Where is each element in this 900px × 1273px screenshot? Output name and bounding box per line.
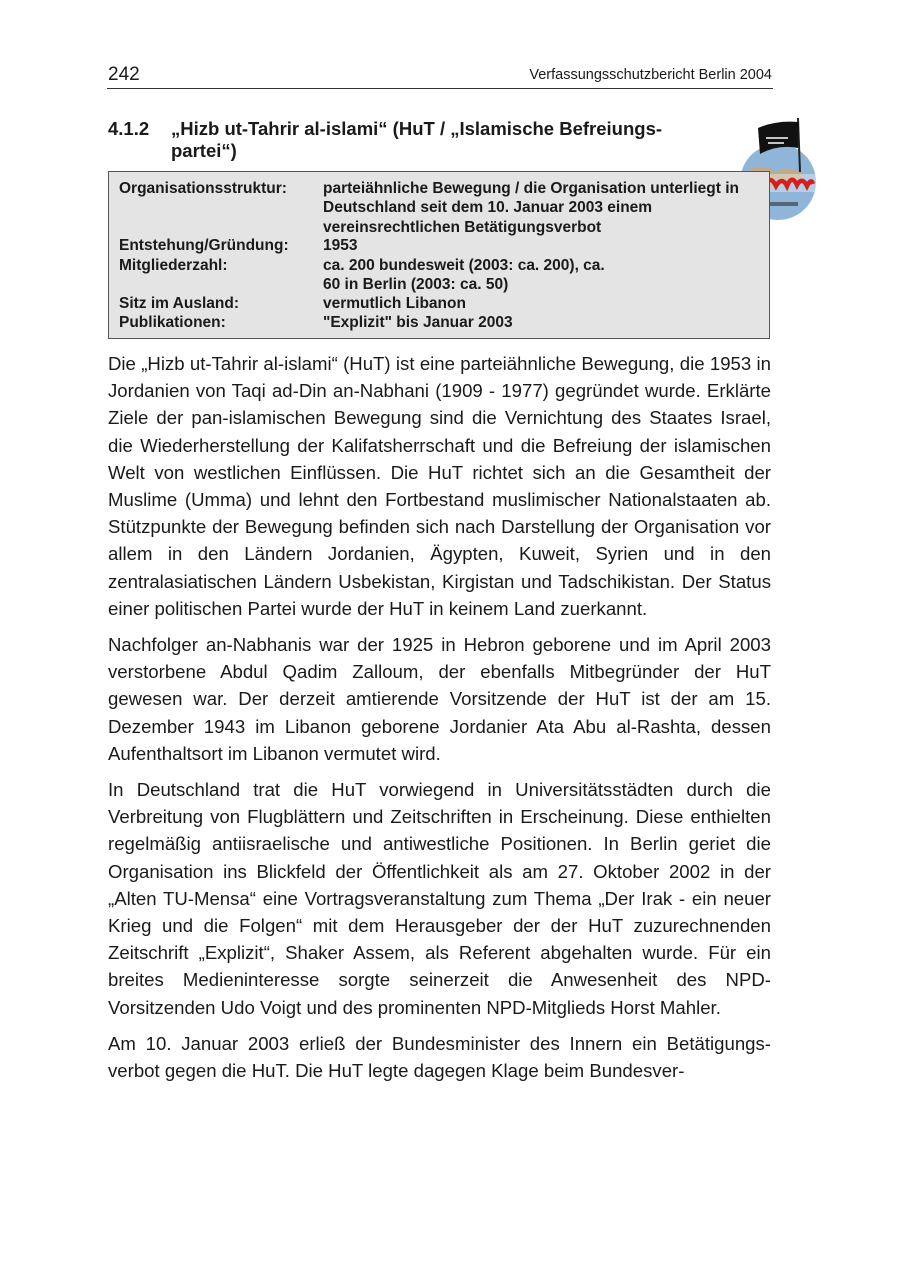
paragraph: Die „Hizb ut-Tahrir al-islami“ (HuT) ist eine parteiähnliche Bewegung, die 1953 in Jordanien von Taqi ad-Din an-Nabhani (1909 - 1977) gegründet wurde. Erklärte Ziele der pan-islamischen Bewegung sind die Vernichtung des Staates Israel, die Wiederherstellung der Kalifatsherrschaft und die Befreiung der islamischen Welt von westlichen Einflüssen. Die HuT richtet sich an die Gesamtheit der Muslime (Umma) und lehnt den Fortbestand muslimischer Nationalstaaten ab. Stützpunkte der Bewegung befinden sich nach Darstellung der Organisation vor allem in den Ländern Jordanien, Ägypten, Kuweit, Syrien und in den zentralasiatischen Ländern Usbekistan, Kirgistan und Tadschikistan. Der Status einer politischen Partei wurde der HuT in keinem Land zuerkannt.: [108, 353, 771, 619]
info-label: Publikationen:: [119, 314, 226, 331]
info-box: [108, 171, 770, 339]
page-number: 242: [108, 64, 140, 85]
info-label: Entstehung/Gründung:: [119, 237, 289, 254]
body-text: [108, 350, 771, 1093]
info-label: Sitz im Ausland:: [119, 295, 239, 312]
paragraph: Am 10. Januar 2003 erließ der Bundesminister des Innern ein Betätigungs-verbot gegen die HuT. Die HuT legte dagegen Klage beim Bundesver-: [108, 1032, 771, 1082]
info-value: "Explizit" bis Januar 2003: [323, 314, 513, 331]
header-rule: [107, 88, 773, 89]
info-label: Organisationsstruktur:: [119, 180, 287, 197]
paragraph: Nachfolger an-Nabhanis war der 1925 in Hebron geborene und im April 2003 verstorbene Abdul Qadim Zalloum, der ebenfalls Mitbegründer der HuT gewesen war. Der derzeit amtierende Vorsitzende der HuT ist der am 15. Dezember 1943 im Libanon geborene Jordanier Ata Abu al-Rashta, dessen Aufenthaltsort im Libanon vermutet wird.: [108, 634, 771, 764]
paragraph: In Deutschland trat die HuT vorwiegend in Universitätsstädten durch die Verbreitung von Flugblättern und Zeitschriften in Erscheinung. Diese enthielten regelmäßig antiisraelische und antiwestliche Positionen. In Berlin geriet die Organisation ins Blickfeld der Öffentlichkeit als am 27. Oktober 2002 in der „Alten TU-Mensa“ eine Vortragsveranstaltung zum Thema „Der Irak - ein neuer Krieg und die Folgen“ mit dem Herausgeber der der HuT zuzurechnenden Zeitschrift „Explizit“, Shaker Assem, als Referent abgehalten wurde. Für ein breites Medieninteresse sorgte seinerzeit die Anwesenheit des NPD-Vorsitzenden Udo Voigt und des prominenten NPD-Mitglieds Horst Mahler.: [108, 779, 771, 1018]
info-value: ca. 200 bundesweit (2003: ca. 200), ca. 60 in Berlin (2003: ca. 50): [323, 257, 605, 294]
info-value: parteiähnliche Bewegung / die Organisation unterliegt in Deutschland seit dem 10. Januar 2003 einem vereinsrechtlichen Betätigungsverbot: [323, 180, 739, 236]
section-number: 4.1.2: [108, 118, 150, 139]
section-title: „Hizb ut-Tahrir al-islami“ (HuT / „Islamische Befreiungs-partei“): [171, 118, 663, 161]
info-label: Mitgliederzahl:: [119, 257, 228, 274]
info-value: 1953: [323, 237, 358, 254]
running-title: Verfassungsschutzbericht Berlin 2004: [529, 67, 772, 83]
info-value: vermutlich Libanon: [323, 295, 466, 312]
